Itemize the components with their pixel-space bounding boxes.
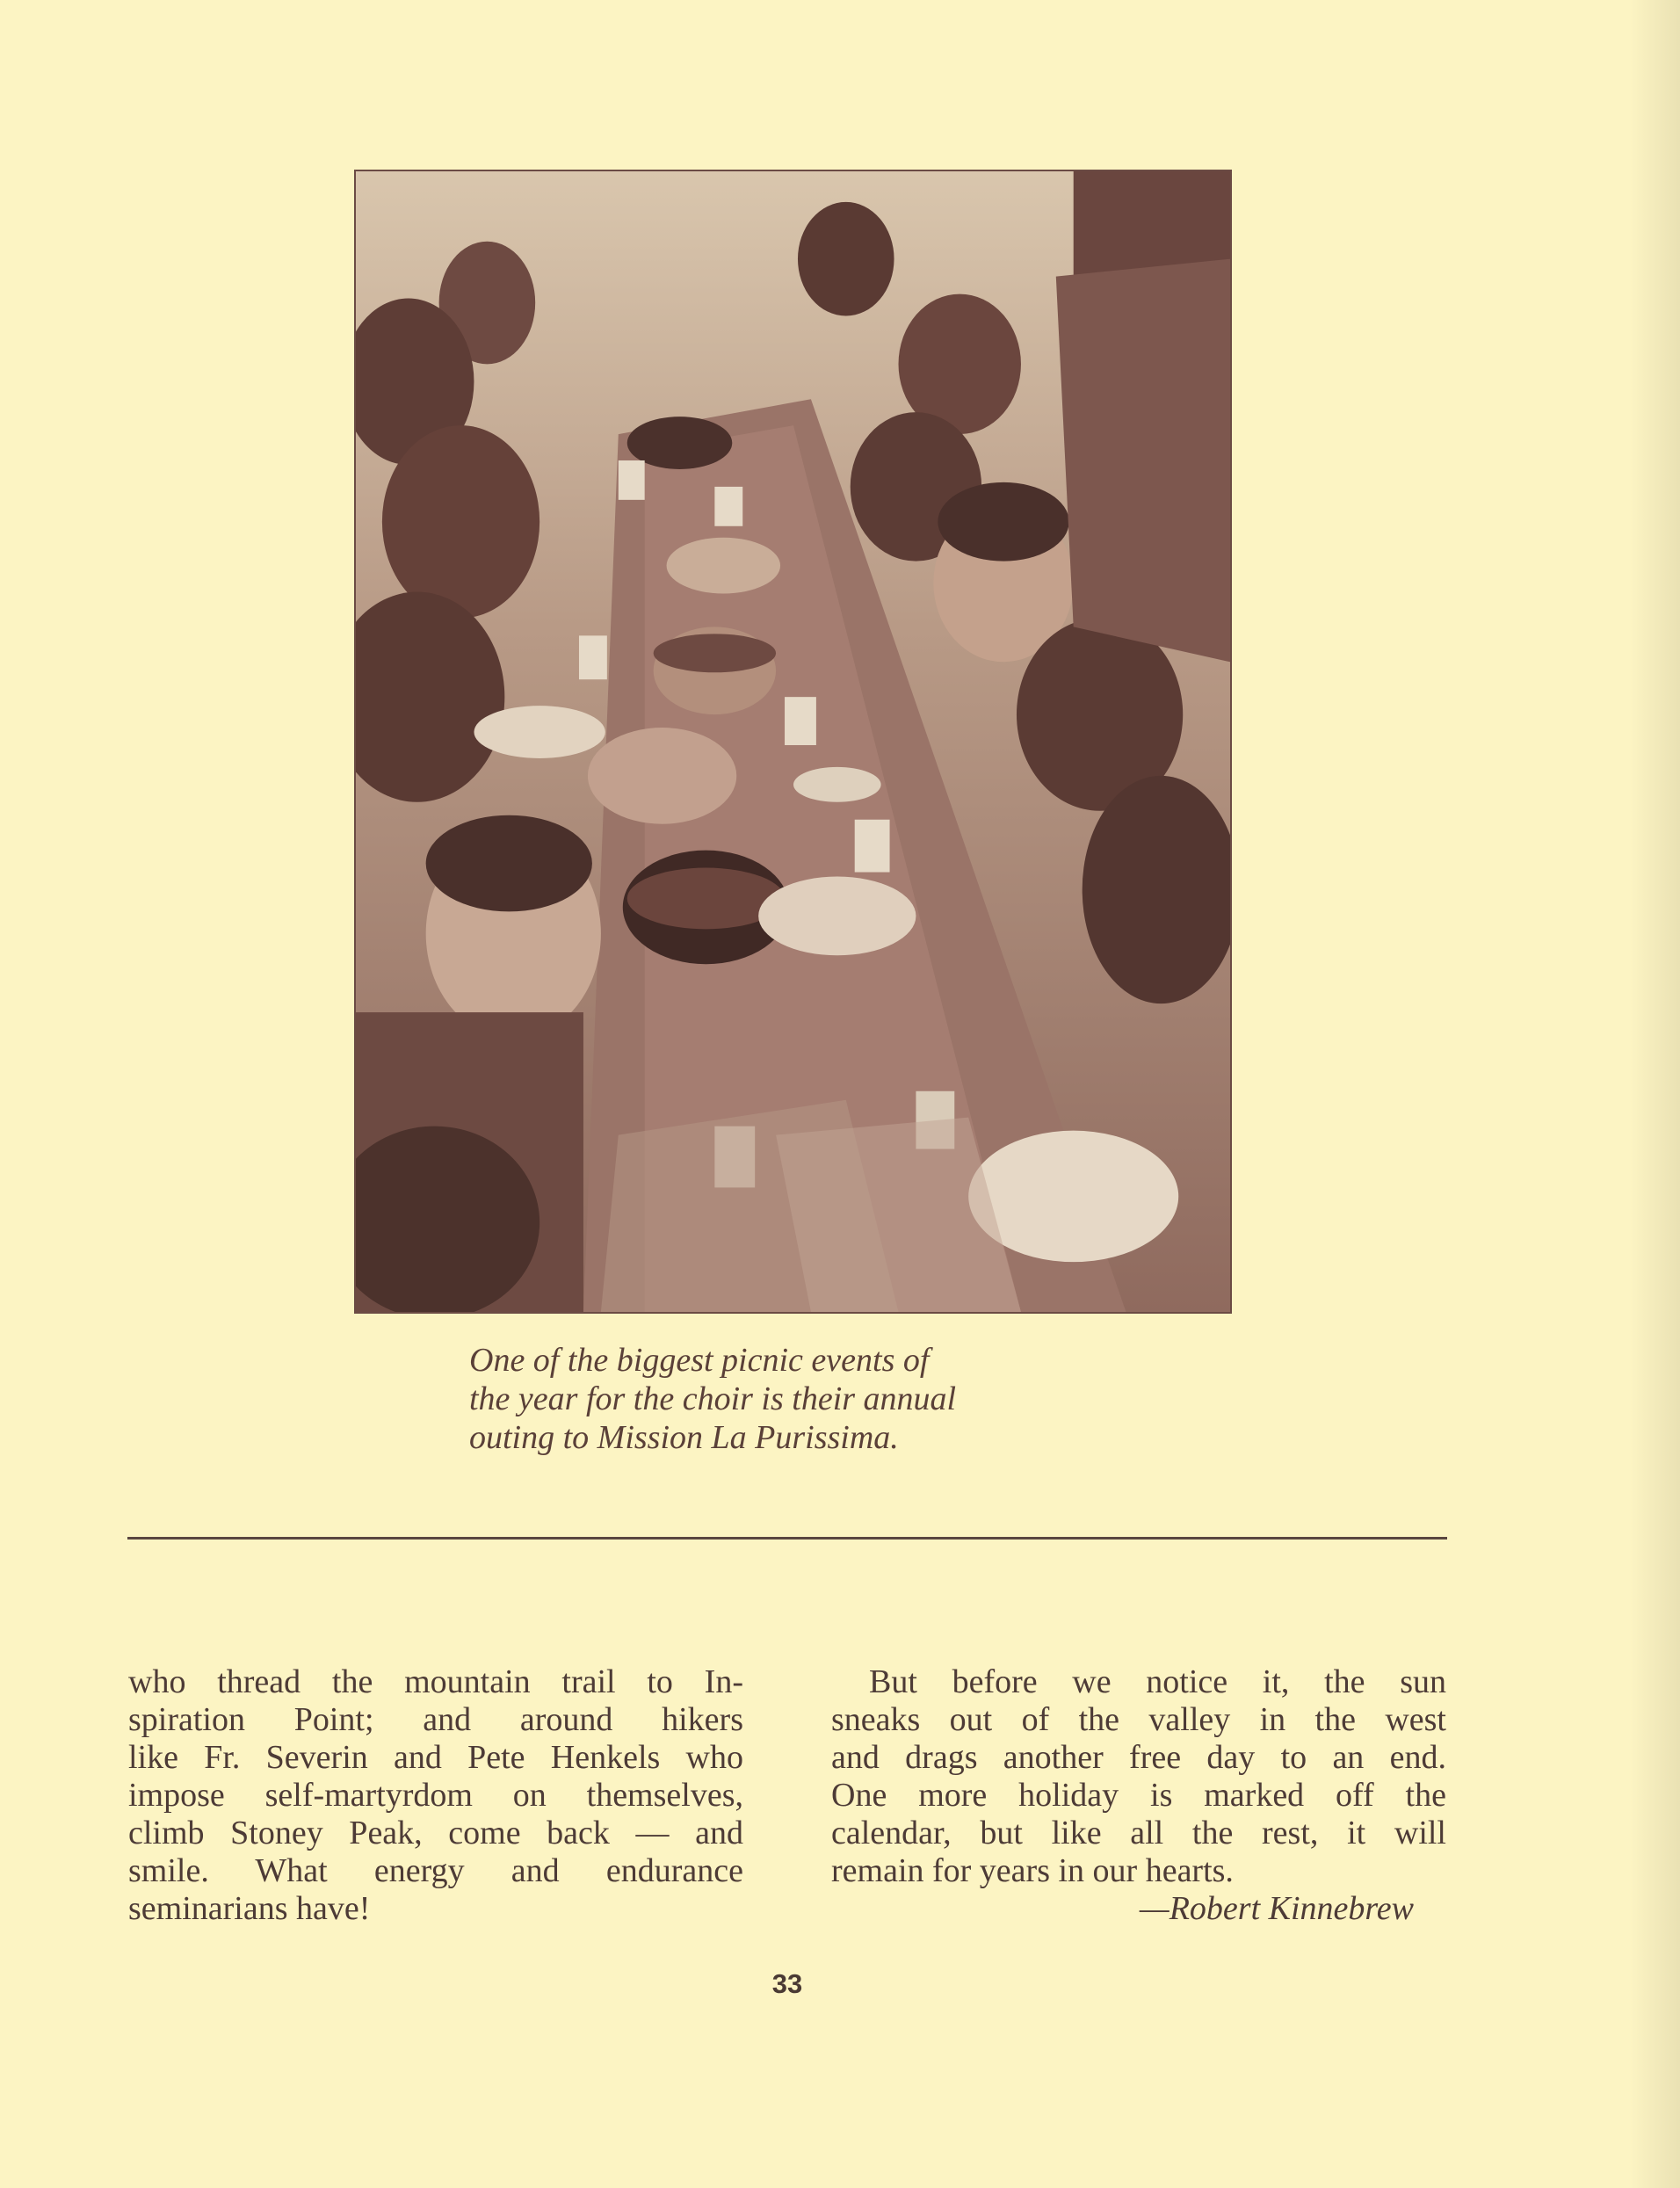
text-line: impose self-martyrdom on themselves, xyxy=(128,1777,743,1814)
text-line: seminarians have! xyxy=(128,1890,371,1927)
text-line: like Fr. Severin and Pete Henkels who xyxy=(128,1739,743,1776)
text-line: and drags another free day to an end. xyxy=(831,1739,1446,1776)
caption-line: the year for the choir is their annual xyxy=(469,1380,957,1417)
photo-caption xyxy=(469,1341,1102,1457)
text-line: But before we notice it, the sun xyxy=(869,1663,1446,1700)
text-line: sneaks out of the valley in the west xyxy=(831,1701,1446,1738)
text-line: smile. What energy and endurance xyxy=(128,1852,743,1889)
left-text-column xyxy=(128,1663,743,1928)
horizontal-divider xyxy=(127,1537,1447,1540)
author-signature: —Robert Kinnebrew xyxy=(1139,1890,1414,1927)
caption-line: One of the biggest picnic events of xyxy=(469,1342,930,1379)
picnic-photograph xyxy=(354,170,1232,1314)
text-line: who thread the mountain trail to In- xyxy=(128,1663,743,1700)
text-line: climb Stoney Peak, come back — and xyxy=(128,1815,743,1851)
photograph-icon xyxy=(356,171,1230,1312)
text-line: spiration Point; and around hikers xyxy=(128,1701,743,1738)
page-number: 33 xyxy=(771,1968,803,1999)
text-line: One more holiday is marked off the xyxy=(831,1777,1446,1814)
caption-line: outing to Mission La Purissima. xyxy=(469,1419,899,1456)
text-line: remain for years in our hearts. xyxy=(831,1852,1234,1889)
text-line: calendar, but like all the rest, it will xyxy=(831,1815,1446,1851)
right-text-column xyxy=(831,1663,1446,1928)
